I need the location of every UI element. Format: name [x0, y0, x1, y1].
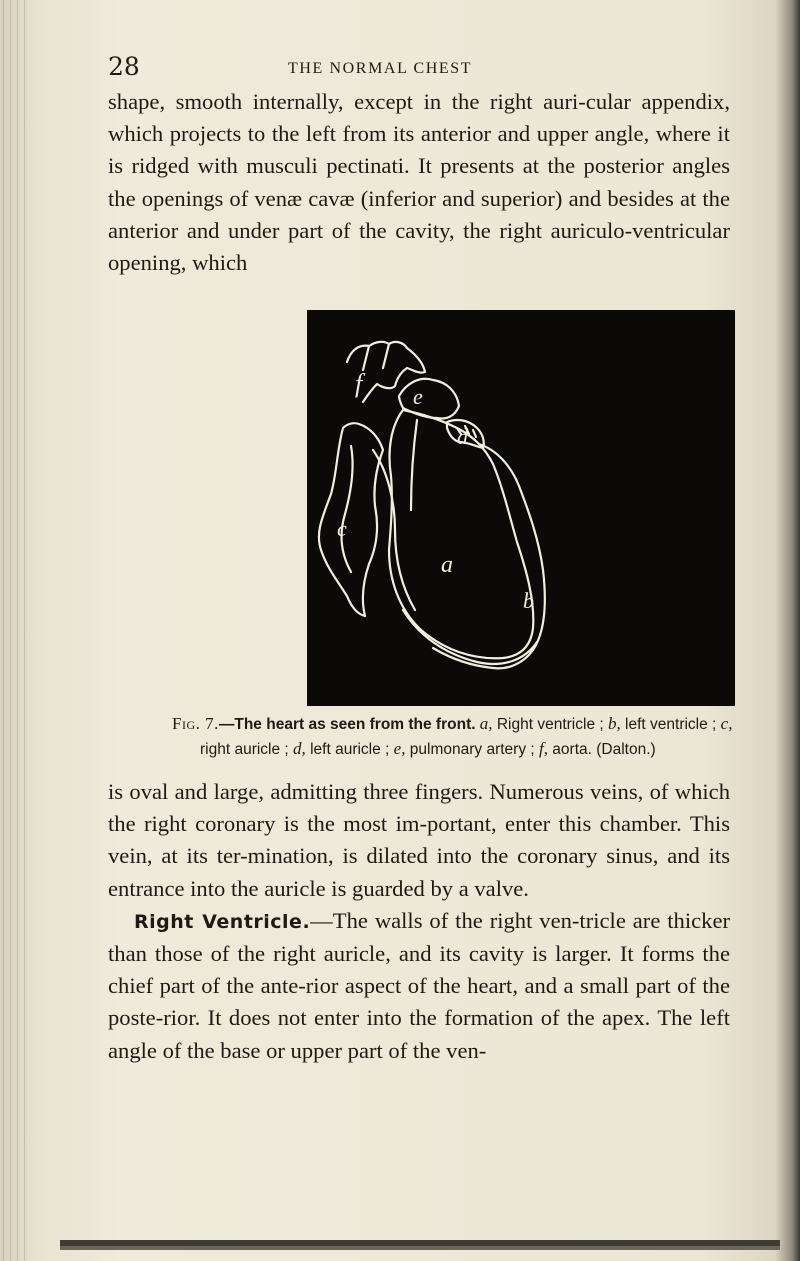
caption-desc-f: aorta.: [547, 740, 592, 758]
binding-gutter: [0, 0, 30, 1261]
label-c: c: [337, 516, 347, 541]
caption-key-e: e,: [393, 738, 406, 758]
figure-caption: [172, 712, 756, 761]
label-d: d: [457, 424, 468, 449]
heart-illustration: [307, 310, 735, 706]
caption-key-c: c,: [720, 714, 733, 733]
paragraph-top: shape, smooth internally, except in the right auri-cular appendix, which projects to the left from its anterior and upper angle, where it is ridged with musculi pectinati. It presents at the posterior angles the openings of venæ cavæ (inferior and superior) and besides at the anterior and under part of the cavity, the right auriculo-ventricular opening, which: [108, 89, 730, 276]
page-number: 28: [108, 52, 140, 81]
caption-desc-c: right auricle ;: [200, 740, 294, 758]
body-text-bottom: [108, 776, 730, 1067]
running-head: [108, 52, 728, 86]
figure-number: Fig. 7.: [172, 714, 219, 733]
paragraph-bottom-1: is oval and large, admitting three fingers. Numerous veins, of which the right coronary is the most im-portant, enter this chamber. This vein, at its ter-mination, is dilated into the coronary sinus, and its entrance into the auricle is guarded by a valve.: [108, 779, 730, 901]
caption-key-d: d,: [293, 738, 306, 758]
section-text: —The walls of the right ven-tricle are thicker than those of the right auricle, and its cavity is larger. It forms the chief part of the ante-rior aspect of the heart, and a small part of the poste-rior. It does not enter into the formation of the apex. The left angle of the base or upper part of the ven-: [108, 907, 730, 1063]
caption-source: (Dalton.): [591, 740, 656, 758]
label-b: b: [523, 588, 534, 613]
page-bottom-edge: [60, 1240, 780, 1250]
caption-desc-e: pulmonary artery ;: [405, 740, 539, 758]
section-heading: Right Ventricle.: [134, 910, 311, 933]
label-a: a: [441, 552, 453, 578]
caption-key-f: f,: [539, 738, 548, 758]
caption-desc-b: left ventricle ;: [620, 716, 721, 733]
label-e: e: [413, 384, 423, 409]
caption-key-b: b,: [607, 714, 621, 733]
caption-key-a: a,: [479, 714, 493, 733]
paragraph-right-ventricle: [108, 905, 730, 1067]
caption-desc-d: left auricle ;: [305, 740, 394, 758]
heart-figure: [307, 310, 735, 706]
figure-title: —The heart as seen from the front.: [218, 716, 476, 733]
caption-desc-a: Right ventricle ;: [492, 716, 608, 733]
page-heading: THE NORMAL CHEST: [288, 60, 473, 77]
body-paragraph-top: [108, 86, 730, 279]
label-f: f: [355, 369, 363, 398]
